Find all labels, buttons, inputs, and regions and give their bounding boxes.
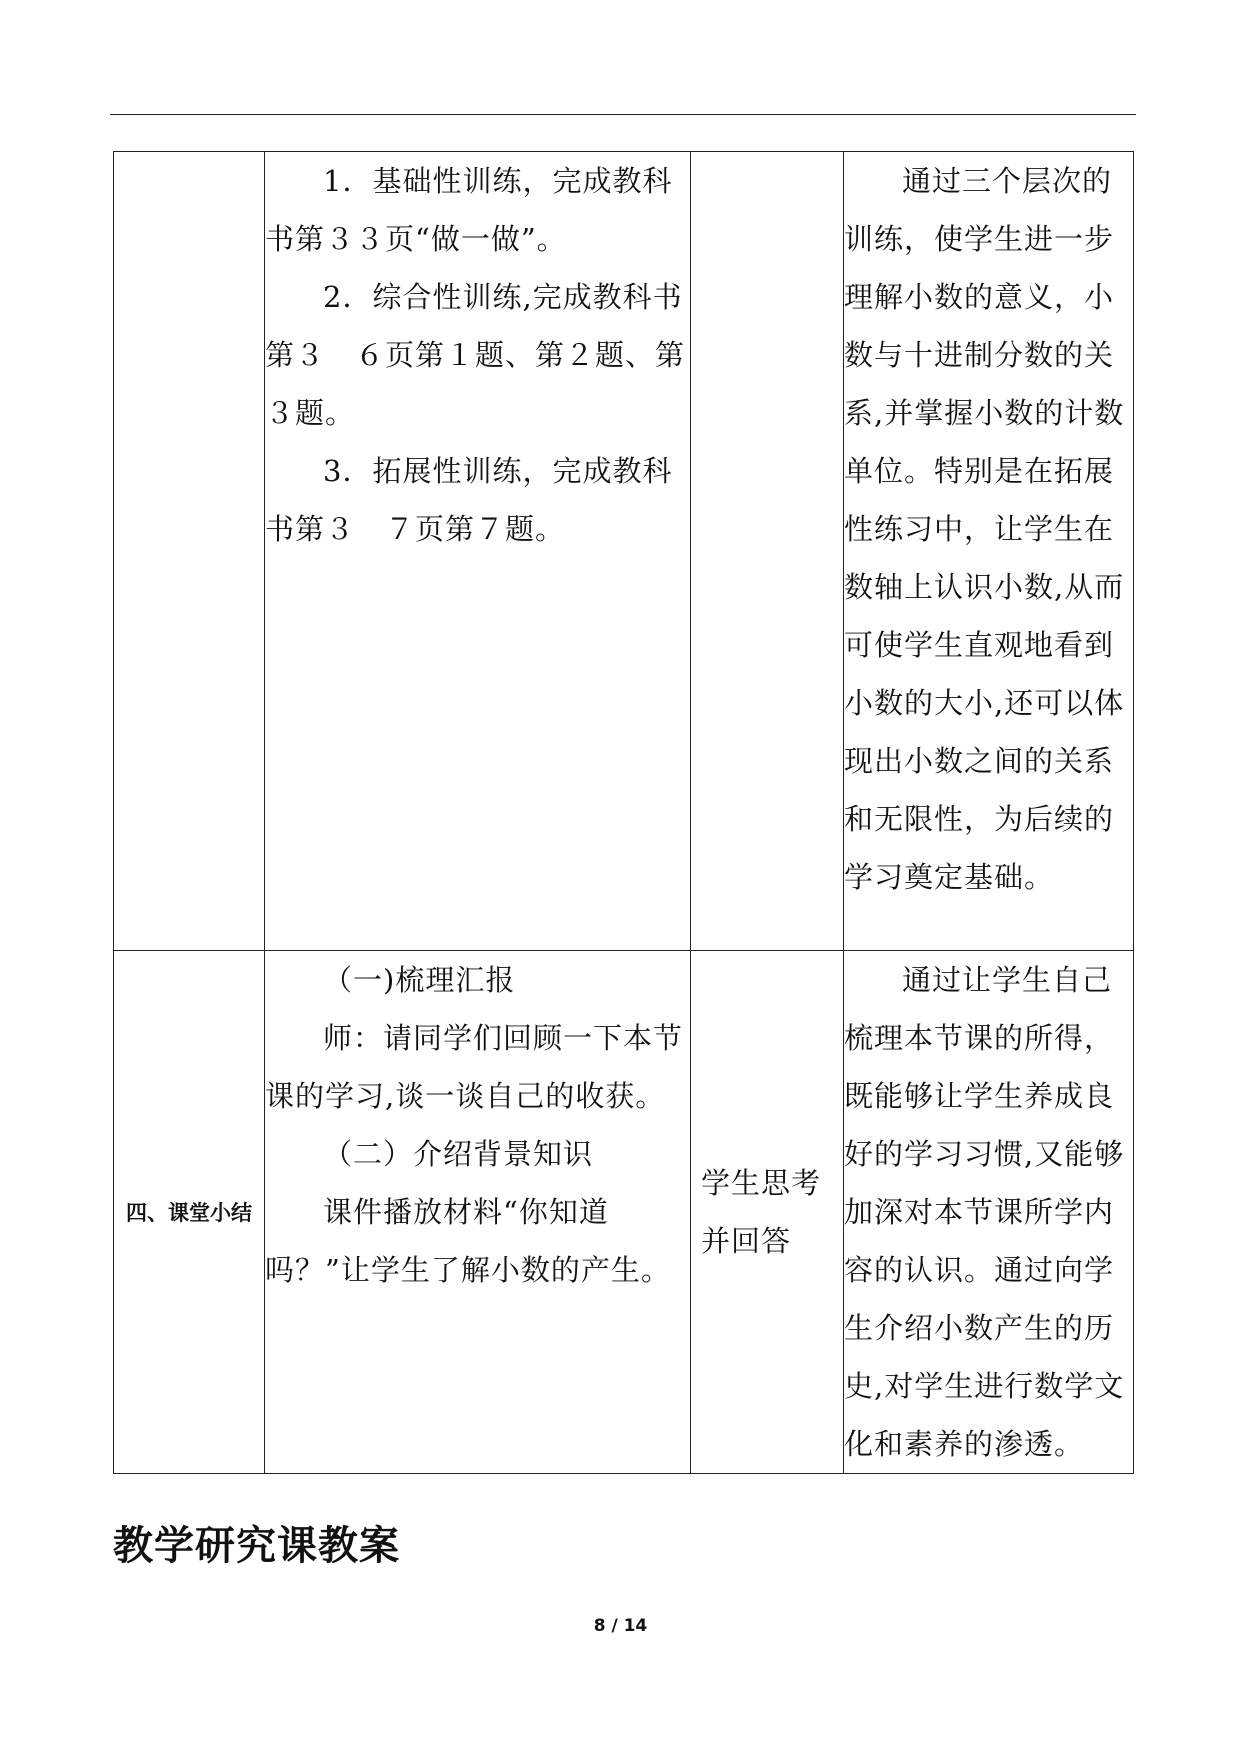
design-intent-cell bbox=[844, 152, 1134, 951]
content-paragraph: （二）介绍背景知识 bbox=[323, 1137, 594, 1171]
content-paragraph: 3．拓展性训练，完成教科书第３ ７页第７题。 bbox=[265, 454, 673, 546]
student-activity-cell: 学生思考并回答 bbox=[691, 951, 844, 1474]
design-intent-text: 通过三个层次的训练，使学生进一步理解小数的意义，小数与十进制分数的关系,并掌握小数的计数单位。特别是在拓展性练习中，让学生在数轴上认识小数,从而可使学生直观地看到小数的大小,还可以体现出小数之间的关系和无限性，为后续的学习奠定基础。 bbox=[844, 164, 1125, 894]
section-title: 教学研究课教案 bbox=[113, 1523, 400, 1569]
content-paragraph: 2．综合性训练,完成教科书第３ ６页第１题、第２题、第３题。 bbox=[265, 280, 686, 430]
content-cell bbox=[265, 951, 691, 1474]
student-activity-cell bbox=[691, 152, 844, 951]
lesson-plan-table bbox=[113, 151, 1134, 1474]
design-intent-cell bbox=[844, 951, 1134, 1474]
content-paragraph: 师：请同学们回顾一下本节课的学习,谈一谈自己的收获。 bbox=[265, 1021, 684, 1113]
content-paragraph: 课件播放材料“你知道吗？”让学生了解小数的产生。 bbox=[265, 1195, 671, 1287]
content-cell bbox=[265, 152, 691, 951]
content-paragraph: 1．基础性训练，完成教科书第３３页“做一做”。 bbox=[265, 164, 673, 256]
stage-cell bbox=[114, 152, 265, 951]
header-rule bbox=[110, 114, 1136, 115]
content-paragraph: （一)梳理汇报 bbox=[323, 963, 516, 997]
design-intent-text: 通过让学生自己梳理本节课的所得，既能够让学生养成良好的学习习惯,又能够加深对本节课所学内容的认识。通过向学生介绍小数产生的历史,对学生进行数学文化和素养的渗透。 bbox=[844, 963, 1125, 1461]
stage-cell: 四、课堂小结 bbox=[114, 951, 265, 1474]
table-row bbox=[114, 152, 1134, 951]
page-number: 8 / 14 bbox=[593, 1616, 648, 1636]
table-row bbox=[114, 951, 1134, 1474]
